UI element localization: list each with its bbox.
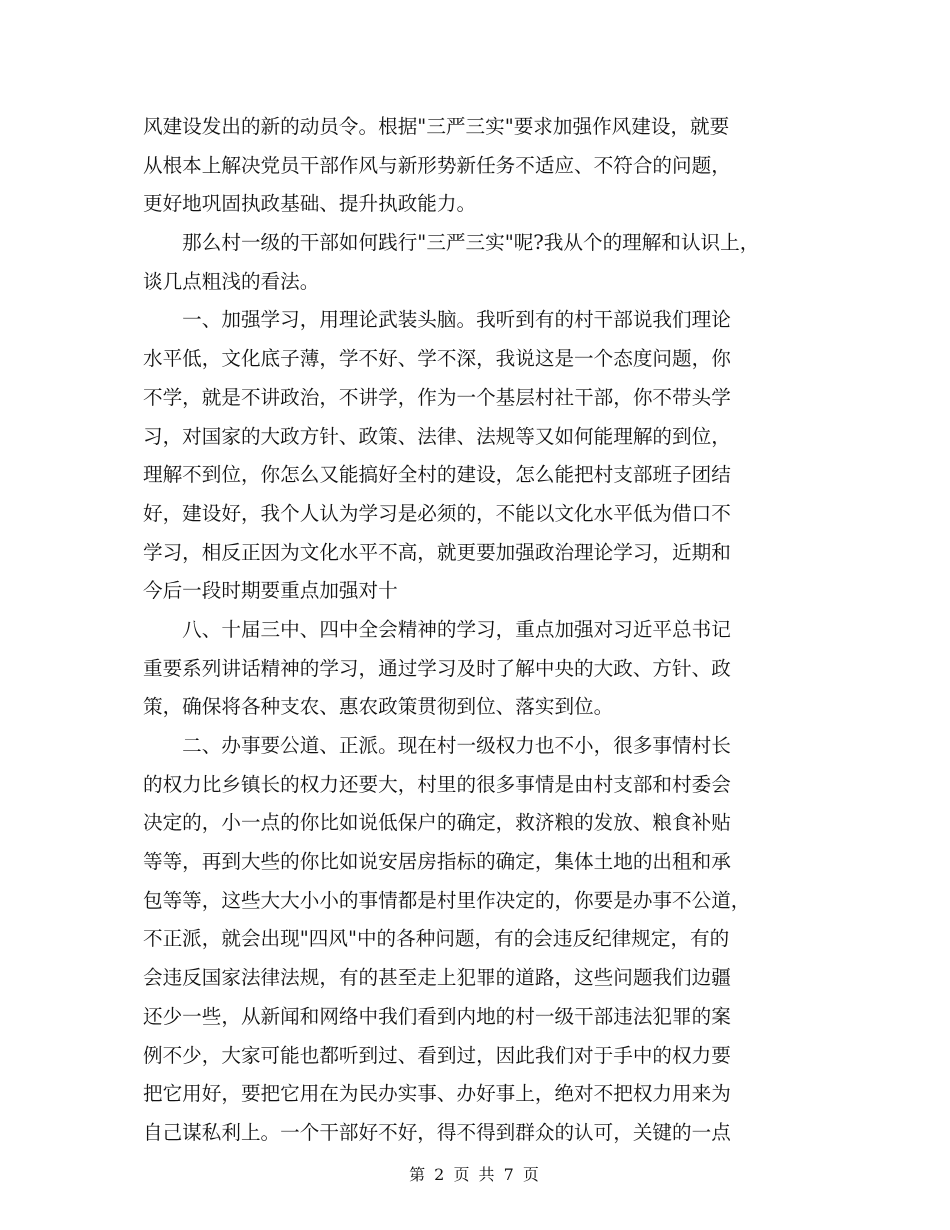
text-line: 八、十届三中、四中全会精神的学习，重点加强对习近平总书记 bbox=[143, 617, 731, 641]
text-line: 那么村一级的干部如何践行"三严三实"呢?我从个的理解和认识上， bbox=[143, 231, 760, 255]
text-line: 学习，相反正因为文化水平不高，就更要加强政治理论学习，近期和 bbox=[143, 540, 731, 564]
text-line: 包等等，这些大大小小的事情都是村里作决定的，你要是办事不公道， bbox=[143, 888, 751, 912]
text-line: 重要系列讲话精神的学习，通过学习及时了解中央的大政、方针、政 bbox=[143, 656, 731, 680]
text-line: 更好地巩固执政基础、提升执政能力。 bbox=[143, 192, 477, 216]
text-line: 谈几点粗浅的看法。 bbox=[143, 269, 320, 293]
text-line: 还少一些，从新闻和网络中我们看到内地的村一级干部违法犯罪的案 bbox=[143, 1004, 731, 1028]
text-line: 风建设发出的新的动员令。根据"三严三实"要求加强作风建设，就要 bbox=[143, 115, 730, 138]
text-line: 二、办事要公道、正派。现在村一级权力也不小，很多事情村长 bbox=[143, 734, 731, 757]
text-line: 理解不到位，你怎么又能搞好全村的建设，怎么能把村支部班子团结 bbox=[143, 463, 731, 487]
text-line: 自己谋私利上。一个干部好不好，得不得到群众的认可，关键的一点 bbox=[143, 1120, 731, 1144]
text-line: 从根本上解决党员干部作风与新形势新任务不适应、不符合的问题， bbox=[143, 153, 731, 177]
text-line: 会违反国家法律法规，有的甚至走上犯罪的道路，这些问题我们边疆 bbox=[143, 966, 731, 990]
text-line: 例不少，大家可能也都听到过、看到过，因此我们对于手中的权力要 bbox=[143, 1043, 731, 1067]
text-line: 好，建设好，我个人认为学习是必须的，不能以文化水平低为借口不 bbox=[143, 501, 731, 525]
text-line: 习，对国家的大政方针、政策、法律、法规等又如何能理解的到位， bbox=[143, 424, 731, 448]
text-line: 今后一段时期要重点加强对十 bbox=[143, 579, 398, 603]
text-line: 把它用好，要把它用在为民办实事、办好事上，绝对不把权力用来为 bbox=[143, 1082, 731, 1106]
text-line: 等等，再到大些的你比如说安居房指标的确定，集体土地的出租和承 bbox=[143, 850, 731, 874]
text-line: 水平低，文化底子薄，学不好、学不深，我说这是一个态度问题，你 bbox=[143, 347, 731, 371]
text-line: 策，确保将各种支农、惠农政策贯彻到位、落实到位。 bbox=[143, 695, 614, 719]
text-line: 的权力比乡镇长的权力还要大，村里的很多事情是由村支部和村委会 bbox=[143, 772, 731, 796]
document-body bbox=[143, 108, 808, 1153]
text-line: 不学，就是不讲政治，不讲学，作为一个基层村社干部，你不带头学 bbox=[143, 385, 731, 409]
page-number-footer: 第 2 页 共 7 页 bbox=[409, 1165, 541, 1184]
text-line: 一、加强学习，用理论武装头脑。我听到有的村干部说我们理论 bbox=[143, 308, 731, 332]
text-line: 不正派，就会出现"四风"中的各种问题，有的会违反纪律规定，有的 bbox=[143, 927, 730, 951]
text-line: 决定的，小一点的你比如说低保户的确定，救济粮的发放、粮食补贴 bbox=[143, 811, 731, 835]
